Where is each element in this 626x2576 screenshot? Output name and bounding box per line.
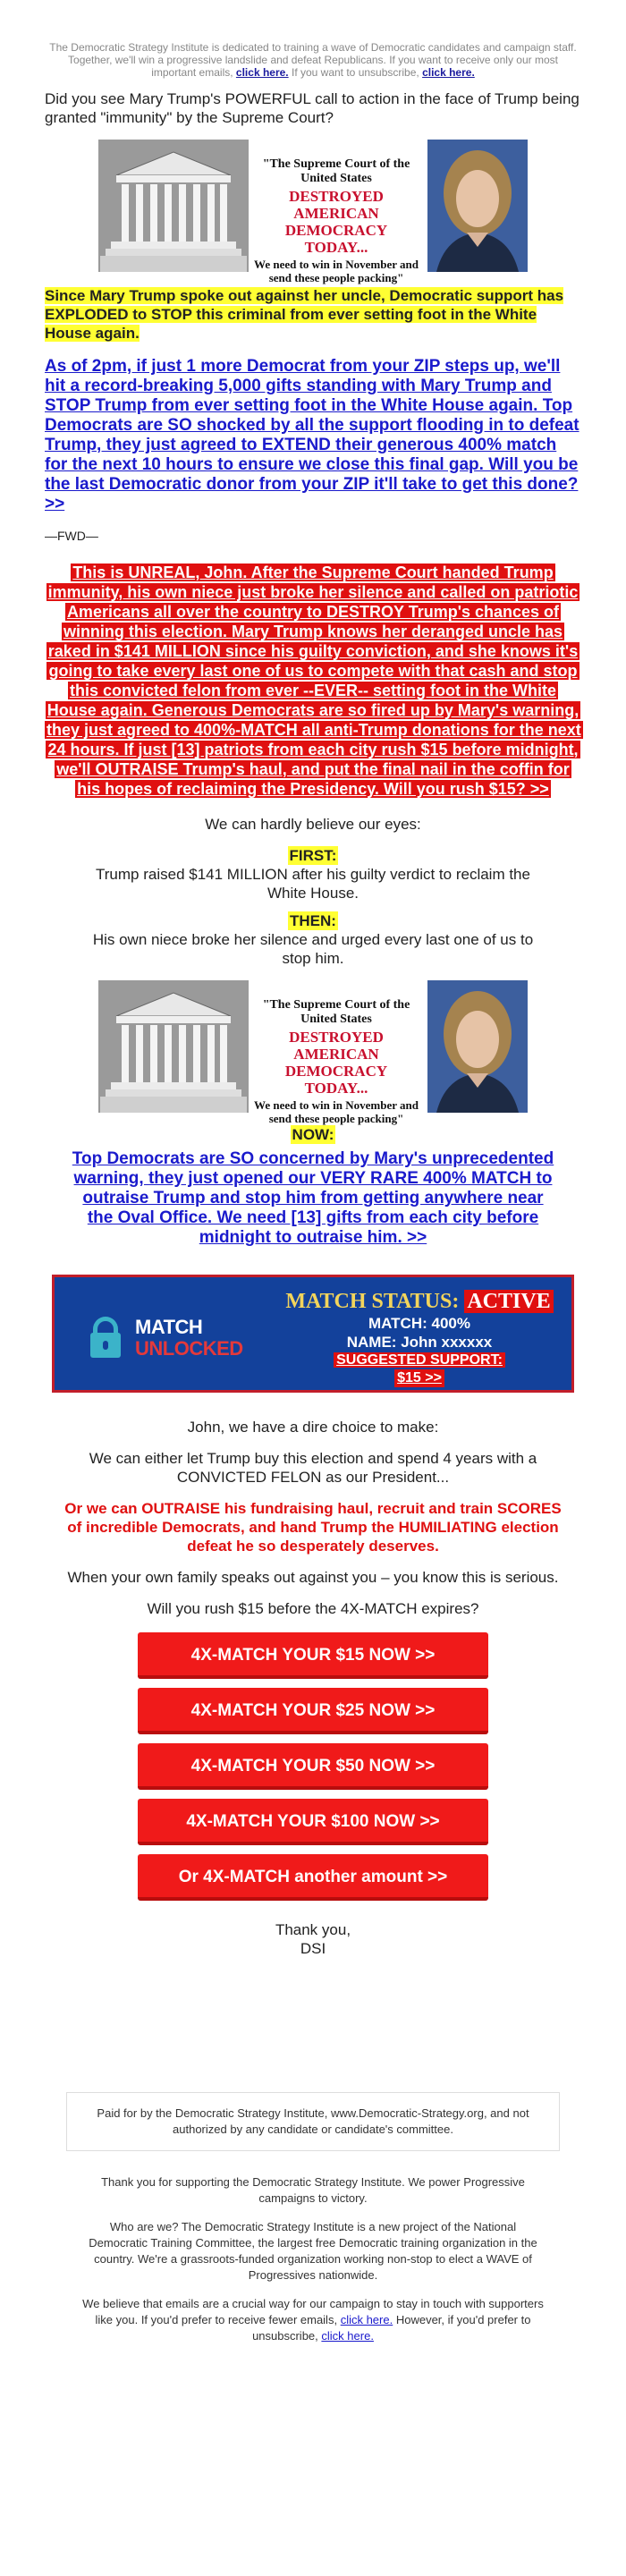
- match-status-title: [285, 1290, 554, 1314]
- header-note: [45, 0, 581, 79]
- footer-emails-text: We believe that emails are a crucial way for our campaign to stay in touch with supporters like you. If you'd prefer to receive fewer emails,: [82, 2297, 544, 2326]
- footer-thanks: Thank you for supporting the Democratic Strategy Institute. We power Progressive campaigns to victory.: [101, 2175, 525, 2205]
- hero-image[interactable]: [98, 140, 528, 284]
- now-link-wrap: [45, 1149, 581, 1248]
- match-word: MATCH: [135, 1316, 203, 1338]
- hero-quote: [252, 998, 420, 1125]
- hero-image-2[interactable]: [98, 980, 528, 1125]
- dire-intro: John, we have a dire choice to make:: [187, 1419, 439, 1436]
- family-line: When your own family speaks out against you – you know this is serious.: [67, 1569, 559, 1586]
- match-status-value: ACTIVE: [464, 1290, 553, 1313]
- unsubscribe-link[interactable]: click here.: [422, 66, 475, 79]
- hardly-believe: We can hardly believe our eyes:: [205, 816, 421, 833]
- hero-quote-line2: DESTROYED AMERICAN DEMOCRACY TODAY...: [284, 1029, 388, 1097]
- donate-buttons: [45, 1632, 581, 1901]
- choice-two: Or we can OUTRAISE his fundraising haul, recruit and train SCORES of incredible Democrats, and hand Trump the HUMILIATING election defeat he so desperately deserves.: [64, 1500, 562, 1555]
- spacer: [45, 1958, 581, 2092]
- first-text: Trump raised $141 MILLION after his guilty verdict to reclaim the White House.: [96, 866, 530, 902]
- then-text: His own niece broke her silence and urged every last one of us to stop him.: [92, 931, 534, 967]
- now-section: [45, 1125, 581, 1144]
- hero-quote-line2: DESTROYED AMERICAN DEMOCRACY TODAY...: [284, 188, 388, 256]
- header-note-text: The Democratic Strategy Institute is dedicated to training a wave of Democratic candidates and campaign staff. Together, we'll win a progressive landslide and defeat Republicans. If you want to receive only our most important emails,: [49, 41, 577, 79]
- then-label: THEN:: [290, 912, 336, 929]
- now-donate-link[interactable]: Top Democrats are SO concerned by Mary's unprecedented warning, they just opened our VERY RARE 400% MATCH to outraise Trump and stop him from getting anywhere near the Oval Office. We need [13] gifts from each city before midnight to outraise him. >>: [72, 1149, 554, 1247]
- choice-one: We can either let Trump buy this election and spend 4 years with a CONVICTED FELON as our President...: [89, 1450, 537, 1486]
- footer-fewer-emails-link[interactable]: click here.: [340, 2313, 393, 2326]
- first-section: [45, 846, 581, 902]
- donate-other-button[interactable]: Or 4X-MATCH another amount >>: [138, 1854, 488, 1901]
- red-callout: [45, 563, 581, 799]
- paid-for-box: [66, 2092, 560, 2151]
- mary-trump-portrait: [427, 140, 528, 272]
- signoff: [45, 1920, 581, 1958]
- fewer-emails-link[interactable]: click here.: [235, 66, 289, 79]
- hero-quote-line3: We need to win in November and send these people packing": [254, 258, 419, 284]
- header-note-mid: If you want to unsubscribe,: [291, 66, 419, 79]
- mary-trump-portrait: [427, 980, 528, 1113]
- signoff-signature: DSI: [300, 1940, 326, 1957]
- donate-50-button[interactable]: 4X-MATCH YOUR $50 NOW >>: [138, 1743, 488, 1790]
- footer-emails-mid: However, if you'd prefer to unsubscribe,: [252, 2313, 531, 2343]
- first-label: FIRST:: [289, 847, 337, 864]
- unlocked-word: UNLOCKED: [135, 1337, 243, 1360]
- suggested-amount-link[interactable]: $15 >>: [394, 1369, 444, 1387]
- highlight-paragraph: [45, 286, 581, 343]
- hero-quote-line1: "The Supreme Court of the United States: [262, 998, 410, 1026]
- match-unlocked-text: [135, 1317, 243, 1360]
- donate-25-button[interactable]: 4X-MATCH YOUR $25 NOW >>: [138, 1688, 488, 1734]
- footer-who: Who are we? The Democratic Strategy Institute is a new project of the National Democratic Training Committee, the largest free Democratic training organization in the country. We're a grassroots-funded organization working non-stop to elect a WAVE of Progressives nationwide.: [89, 2220, 537, 2282]
- now-label: NOW:: [292, 1126, 334, 1143]
- hero-quote-line3: We need to win in November and send these people packing": [254, 1098, 419, 1125]
- match-status-panel: [285, 1290, 554, 1387]
- match-name: NAME: John xxxxxx: [346, 1334, 493, 1351]
- suggested-support-label: [285, 1352, 554, 1369]
- red-callout-link[interactable]: This is UNREAL, John. After the Supreme Court handed Trump immunity, his own niece just broke her silence and called on patriotic Americans all over the country to DESTROY Trump's chances of winning this election. Mary Trump knows her deranged uncle has raked in $141 MILLION since his guilty conviction, and she knows it's going to take every last one of us to compete with that cash and stop this convicted felon from ever --EVER-- setting foot in the White House again. Generous Democrats are so fired up by Mary's warning, they just agreed to 400%-MATCH all anti-Trump donations for the next 24 hours. If just [13] patriots from each city rush $15 before midnight, we'll OUTRAISE Trump's haul, and put the final nail in the coffin for his hopes of reclaiming the Presidency. Will you rush $15? >>: [47, 564, 581, 798]
- footer-emails: [45, 2296, 581, 2344]
- zip-link-paragraph: [45, 357, 581, 514]
- match-banner[interactable]: [52, 1275, 574, 1393]
- then-section: [45, 911, 581, 968]
- suggested-support-text: SUGGESTED SUPPORT:: [334, 1352, 505, 1368]
- email-body: [45, 0, 581, 2344]
- forward-separator: —FWD—: [45, 529, 98, 543]
- signoff-thanks: Thank you,: [275, 1921, 351, 1938]
- zip-donate-link[interactable]: As of 2pm, if just 1 more Democrat from your ZIP steps up, we'll hit a record-breaking 5,000 gifts standing with Mary Trump and STOP Trump from ever setting foot in the White House again. Top Democrats are SO shocked by all the support flooding in to defeat Trump, they just agreed to EXTEND their generous 400% match for the next 10 hours to ensure we close this final gap. Will you be the last Democratic donor from your ZIP it'll take to get this done? >>: [45, 357, 579, 513]
- donate-15-button[interactable]: 4X-MATCH YOUR $15 NOW >>: [138, 1632, 488, 1679]
- paid-for-text: Paid for by the Democratic Strategy Institute, www.Democratic-Strategy.org, and not authorized by any candidate or candidate's committee.: [97, 2106, 529, 2136]
- match-status-label: MATCH STATUS:: [285, 1290, 460, 1313]
- hero-quote-line1: "The Supreme Court of the United States: [262, 157, 410, 185]
- supreme-court-image: [98, 980, 249, 1113]
- match-percent: MATCH: 400%: [368, 1315, 470, 1332]
- donate-100-button[interactable]: 4X-MATCH YOUR $100 NOW >>: [138, 1799, 488, 1845]
- supreme-court-image: [98, 140, 249, 272]
- hero-quote: [252, 157, 420, 284]
- rush-line: Will you rush $15 before the 4X-MATCH expires?: [147, 1600, 479, 1617]
- highlight-text: Since Mary Trump spoke out against her uncle, Democratic support has EXPLODED to STOP this criminal from ever setting foot in the White House again.: [45, 287, 564, 342]
- unlocked-lock-icon: [90, 1317, 121, 1356]
- footer-unsubscribe-link[interactable]: click here.: [321, 2329, 374, 2343]
- intro-question: Did you see Mary Trump's POWERFUL call to action in the face of Trump being granted "immunity" by the Supreme Court?: [45, 90, 579, 126]
